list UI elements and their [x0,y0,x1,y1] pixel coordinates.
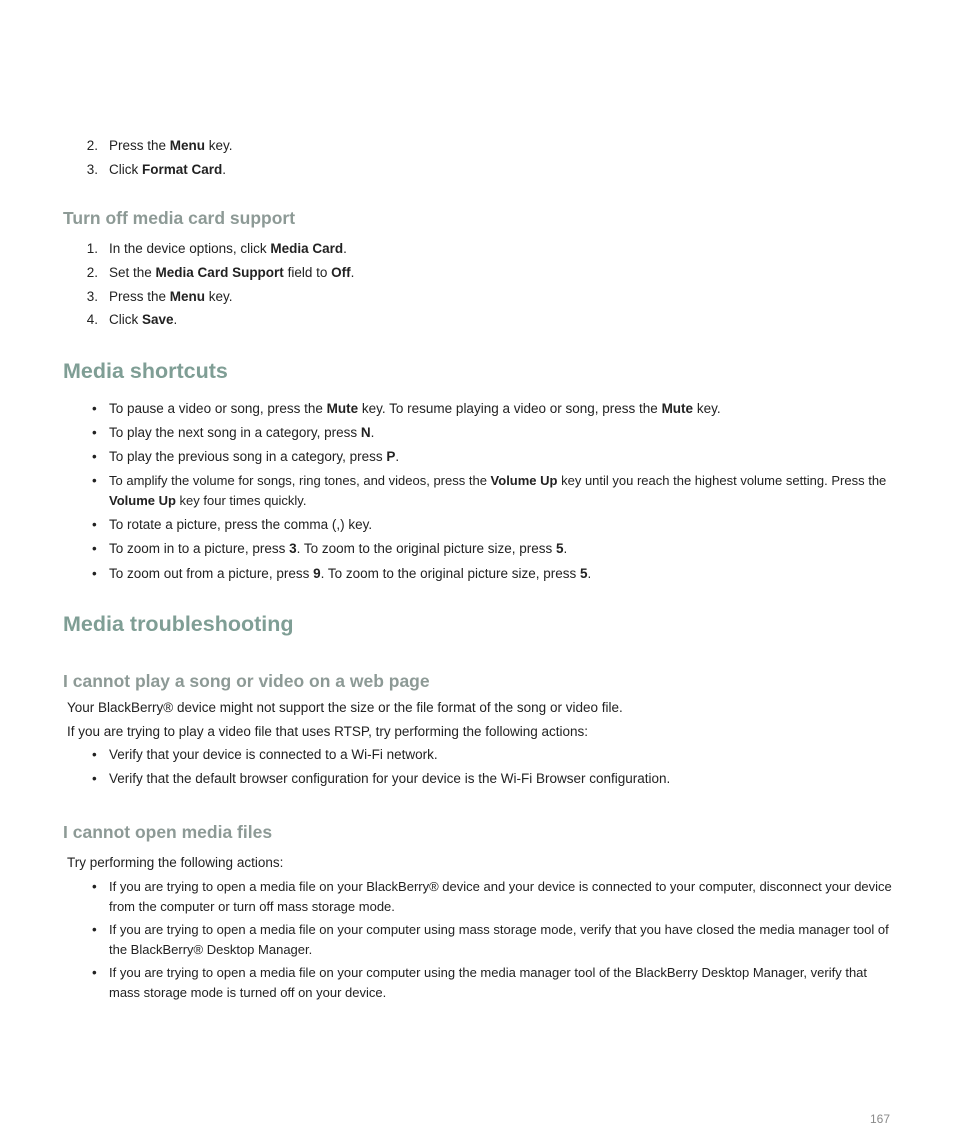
bullet-mark: • [92,747,97,762]
list-item: To play the next song in a category, press N. [109,425,375,440]
step-text: Press the Menu key. [109,289,233,304]
media-files-heading: I cannot open media files [63,822,273,842]
step-number: 2. [86,265,98,280]
paragraph: If you are trying to play a video file that uses RTSP, try performing the following actions: [67,724,589,739]
list-item: Verify that the default browser configuration for your device is the Wi-Fi Browser configuration. [109,771,671,786]
list-item: To zoom out from a picture, press 9. To zoom to the original picture size, press 5. [109,566,592,581]
step-number: 2. [86,138,98,153]
step-text: In the device options, click Media Card. [109,241,347,256]
step-number: 3. [86,162,98,177]
bullet-mark: • [92,541,97,556]
bullet-mark: • [92,879,97,894]
bullet-mark: • [92,425,97,440]
step-text: Press the Menu key. [109,138,233,153]
list-item: To play the previous song in a category, press P. [109,449,400,464]
troubleshooting-heading: Media troubleshooting [63,612,294,636]
paragraph: Try performing the following actions: [67,855,284,870]
web-page-heading: I cannot play a song or video on a web page [63,671,430,691]
bullet-mark: • [92,922,97,937]
paragraph: Your BlackBerry® device might not support the size or the file format of the song or video file. [67,700,623,715]
shortcuts-heading: Media shortcuts [63,359,228,383]
bullet-mark: • [92,566,97,581]
bullet-mark: • [92,449,97,464]
step-number: 4. [86,312,98,327]
bullet-mark: • [92,401,97,416]
list-item: To zoom in to a picture, press 3. To zoom to the original picture size, press 5. [109,541,568,556]
list-item: To amplify the volume for songs, ring tones, and videos, press the Volume Up key until you reach the highest volume setting. Press the Volume Up key four times quickly. [109,473,887,508]
bullet-mark: • [92,965,97,980]
list-item: If you are trying to open a media file on your computer using mass storage mode, verify that you have closed the media manager tool of the BlackBerry® Desktop Manager. [109,922,889,957]
list-item: If you are trying to open a media file on your BlackBerry® device and your device is connected to your computer, disconnect your device from the computer or turn off mass storage mode. [109,879,892,914]
list-item: To rotate a picture, press the comma (,) key. [109,517,373,532]
step-text: Click Format Card. [109,162,227,177]
turn-off-heading: Turn off media card support [63,208,296,228]
list-item: If you are trying to open a media file on your computer using the media manager tool of the BlackBerry Desktop Manager, verify that mass storage mode is turned off on your device. [109,965,868,1000]
step-text: Click Save. [109,312,178,327]
bullet-mark: • [92,771,97,786]
list-item: To pause a video or song, press the Mute key. To resume playing a video or song, press the Mute key. [109,401,721,416]
list-item: Verify that your device is connected to a Wi-Fi network. [109,747,438,762]
step-number: 3. [86,289,98,304]
bullet-mark: • [92,473,97,488]
page-number: 167 [870,1112,891,1126]
step-text: Set the Media Card Support field to Off. [109,265,355,280]
bullet-mark: • [92,517,97,532]
step-number: 1. [86,241,98,256]
